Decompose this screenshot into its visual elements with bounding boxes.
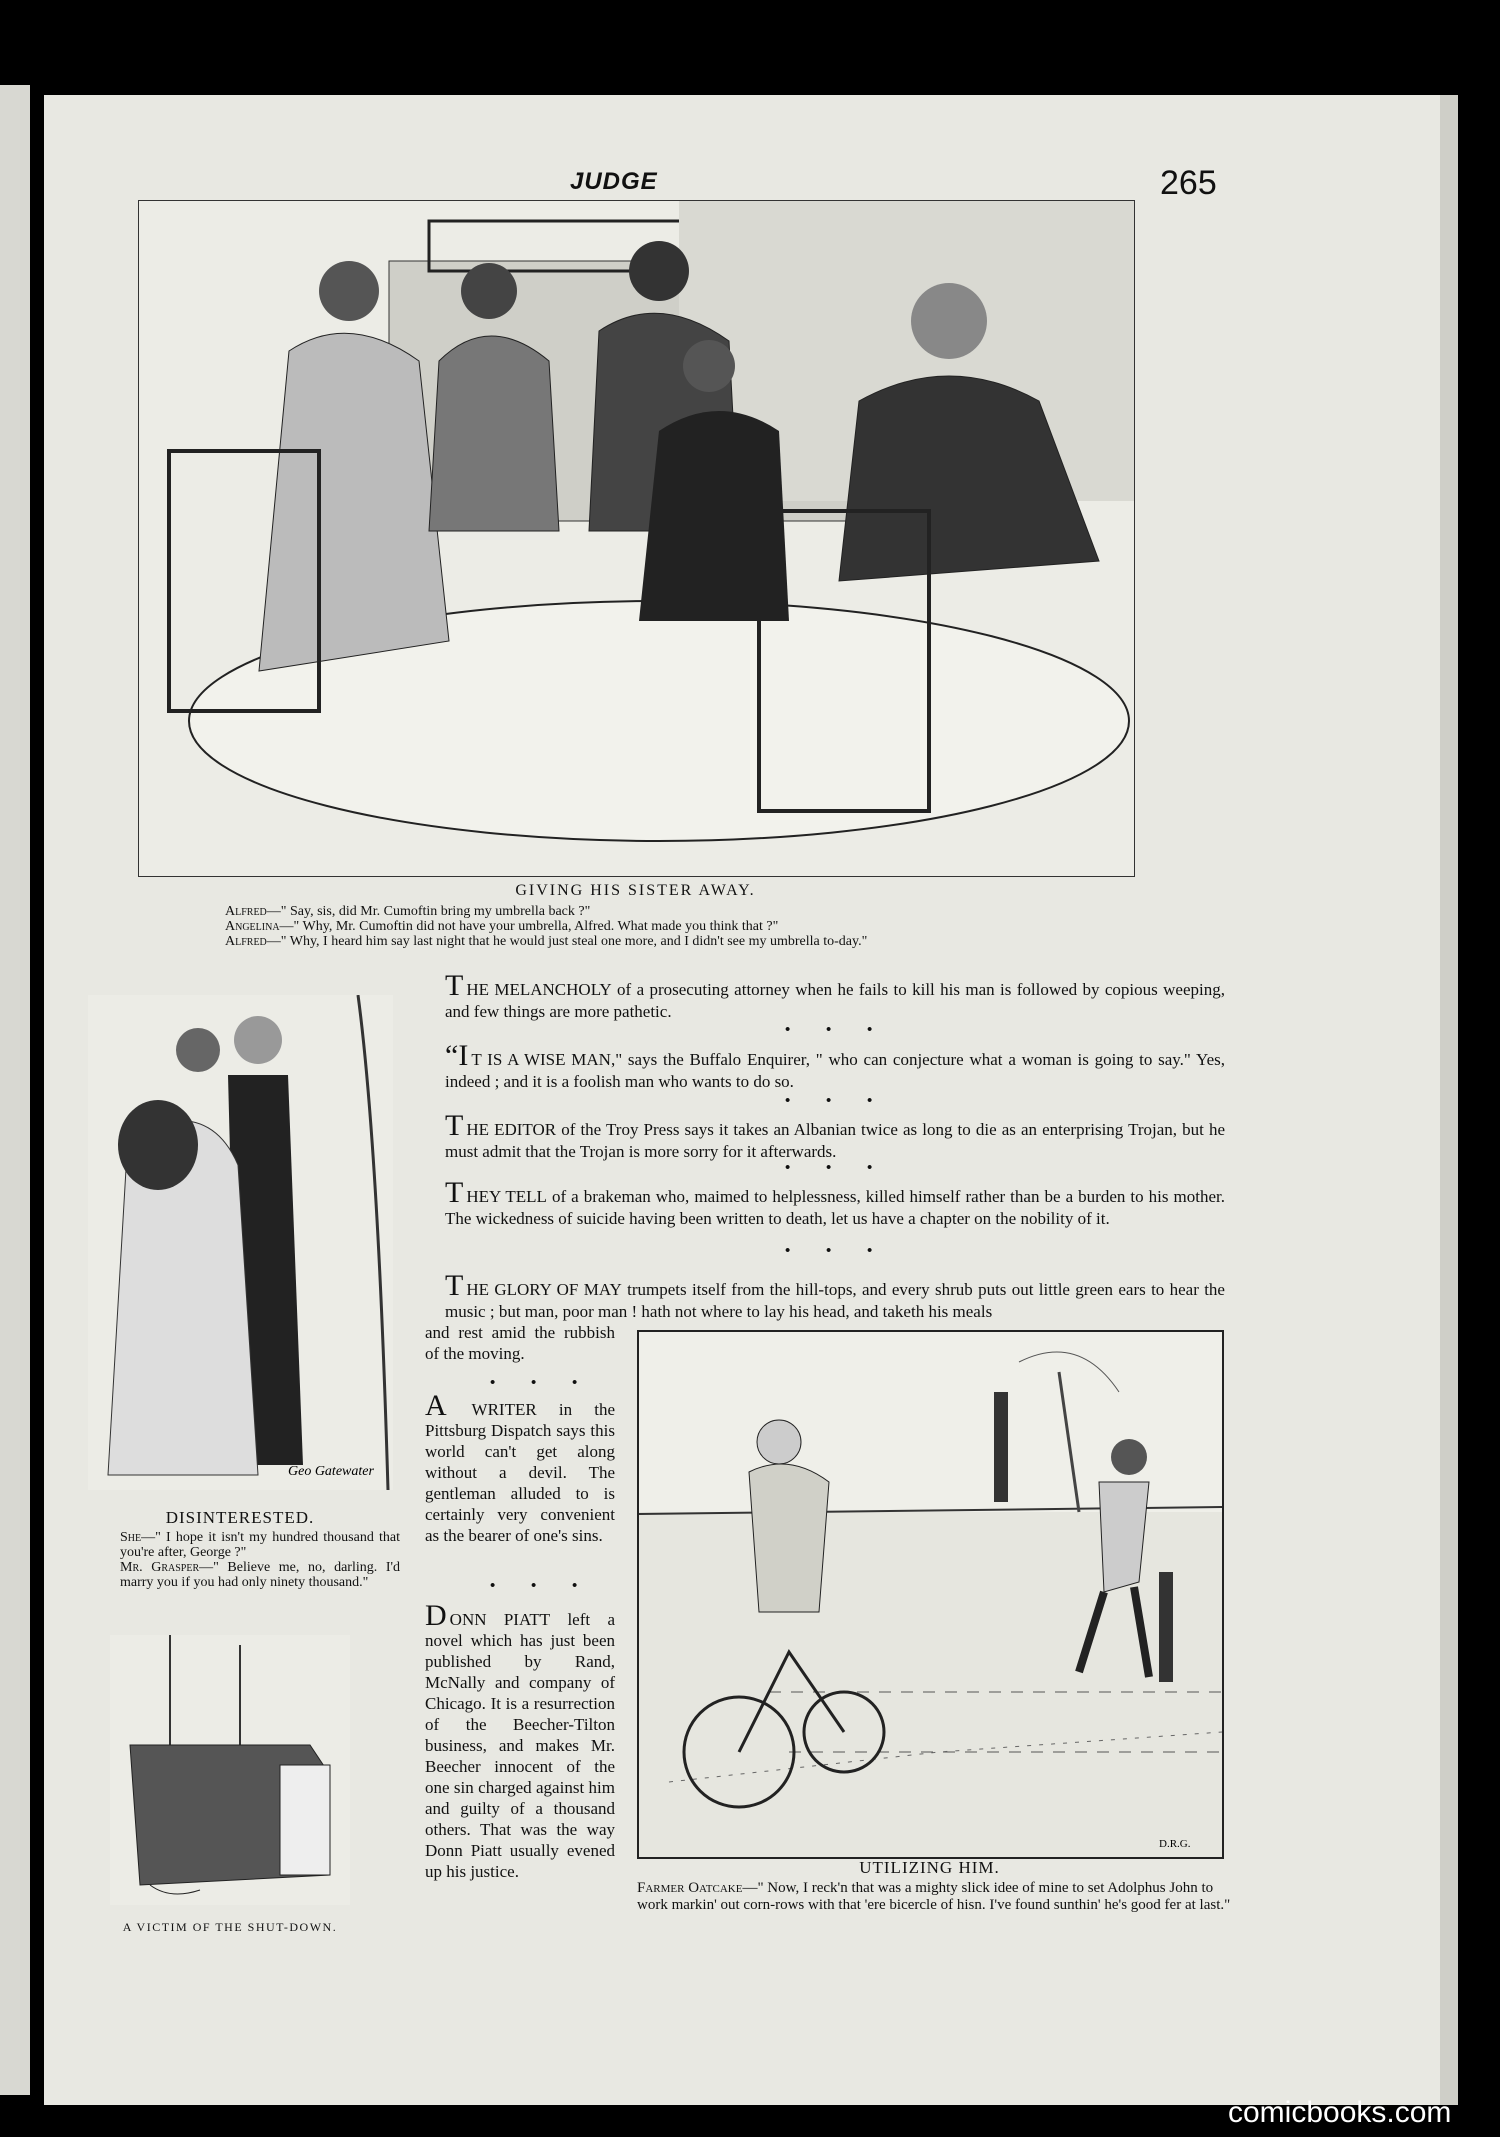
speaker: Farmer Oatcake	[637, 1880, 743, 1896]
dialog-line: —" Now, I reck'n that was a mighty slick idee of mine to set Adolphus John to work markin' out corn-rows with that 'ere bicercle of hisn. I've found sunthin' he's good fer at last."	[637, 1880, 1231, 1913]
separator-dots: • • •	[785, 1093, 889, 1109]
separator-dots: • • •	[490, 1375, 594, 1391]
separator-dots: • • •	[785, 1160, 889, 1176]
top-cartoon-title: GIVING HIS SISTER AWAY.	[515, 882, 756, 899]
dialog-line: —" Say, sis, did Mr. Cumoftin bring my umbrella back ?"	[266, 904, 591, 919]
top-cartoon-dialog	[225, 904, 1125, 949]
right-page-edge	[1440, 95, 1458, 2105]
couple-illustration	[88, 995, 393, 1490]
right-cartoon-dialog	[637, 1880, 1237, 1914]
speaker: Mr. Grasper	[120, 1560, 200, 1575]
separator-dots: • • •	[490, 1578, 594, 1594]
dialog-line: —" Believe me, no, darling. I'd marry you if you had only ninety thousand."	[120, 1560, 400, 1590]
right-cartoon-signature: D.R.G.	[1159, 1838, 1191, 1850]
separator-dots: • • •	[785, 1243, 889, 1259]
paragraph-melancholy: THE MELANCHOLY of a prosecuting attorney when he fails to kill his man is followed by copious weeping, and few things are more pathetic.	[445, 969, 1225, 1021]
dialog-line: —" I hope it isn't my hundred thousand that you're after, George ?"	[120, 1530, 400, 1560]
page-number: 265	[1160, 164, 1217, 202]
dinner-table-illustration	[138, 200, 1135, 877]
paragraph-wise-man: “I T IS A WISE MAN," says the Buffalo Enquirer, " who can conjecture what a woman is going to say." Yes, indeed ; and it is a foolish man who wants to do so.	[445, 1039, 1225, 1091]
separator-dots: • • •	[785, 1022, 889, 1038]
right-cartoon-title: UTILIZING HIM.	[859, 1858, 1000, 1877]
paragraph-donn-piatt: DONN PIATT left a novel which has just been published by Rand, McNally and company of Chicago. It is a resurrection of the Beecher-Tilton business, and makes Mr. Beecher innocent of the one sin charged against him and guilty of a thousand others. That was the way Donn Piatt usually evened up his justice.	[425, 1599, 616, 1881]
speaker: Angelina	[225, 919, 280, 934]
paragraph-brakeman: THEY TELL of a brakeman who, maimed to helplessness, killed himself rather than be a burden to his mother. The wickedness of suicide having been written to death, let us have a chapter on the nobility of it.	[445, 1176, 1225, 1228]
paragraph-glory: THE GLORY OF MAY trumpets itself from the hill-tops, and every shrub puts out little green ears to hear the music ; but man, poor man ! hath not where to lay his head, and taketh his meals	[445, 1269, 1225, 1321]
dialog-line: —" Why, I heard him say last night that he would just steal one more, and I didn't see my umbrella to-day."	[266, 934, 868, 949]
glory-continuation: and rest amid the rubbish of the moving.	[425, 1323, 615, 1363]
bottom-left-cartoon-title: A VICTIM OF THE SHUT-DOWN.	[122, 1920, 338, 1934]
dialog-line: —" Why, Mr. Cumoftin did not have your umbrella, Alfred. What made you think that ?"	[279, 919, 779, 934]
paragraph-editor: THE EDITOR of the Troy Press says it takes an Albanian twice as long to die as an enterprising Trojan, but he must admit that the Trojan is more sorry for it afterwards.	[445, 1109, 1225, 1161]
left-cartoon-dialog	[120, 1530, 400, 1590]
site-watermark: comicbooks.com	[1228, 2096, 1452, 2129]
left-cartoon-signature: Geo Gatewater	[288, 1464, 374, 1479]
left-cartoon-title: DISINTERESTED.	[165, 1508, 315, 1527]
speaker: Alfred	[225, 904, 267, 919]
bicycle-illustration	[637, 1330, 1224, 1859]
magazine-title: JUDGE	[570, 168, 658, 195]
paragraph-writer: A WRITER in the Pittsburg Dispatch says this world can't get along without a devil. The gentleman alluded to is certainly very convenient as the bearer of one's sins.	[425, 1389, 615, 1545]
speaker: She	[120, 1530, 142, 1545]
box-illustration	[110, 1635, 350, 1905]
speaker: Alfred	[225, 934, 267, 949]
left-page-edge	[0, 85, 30, 2095]
